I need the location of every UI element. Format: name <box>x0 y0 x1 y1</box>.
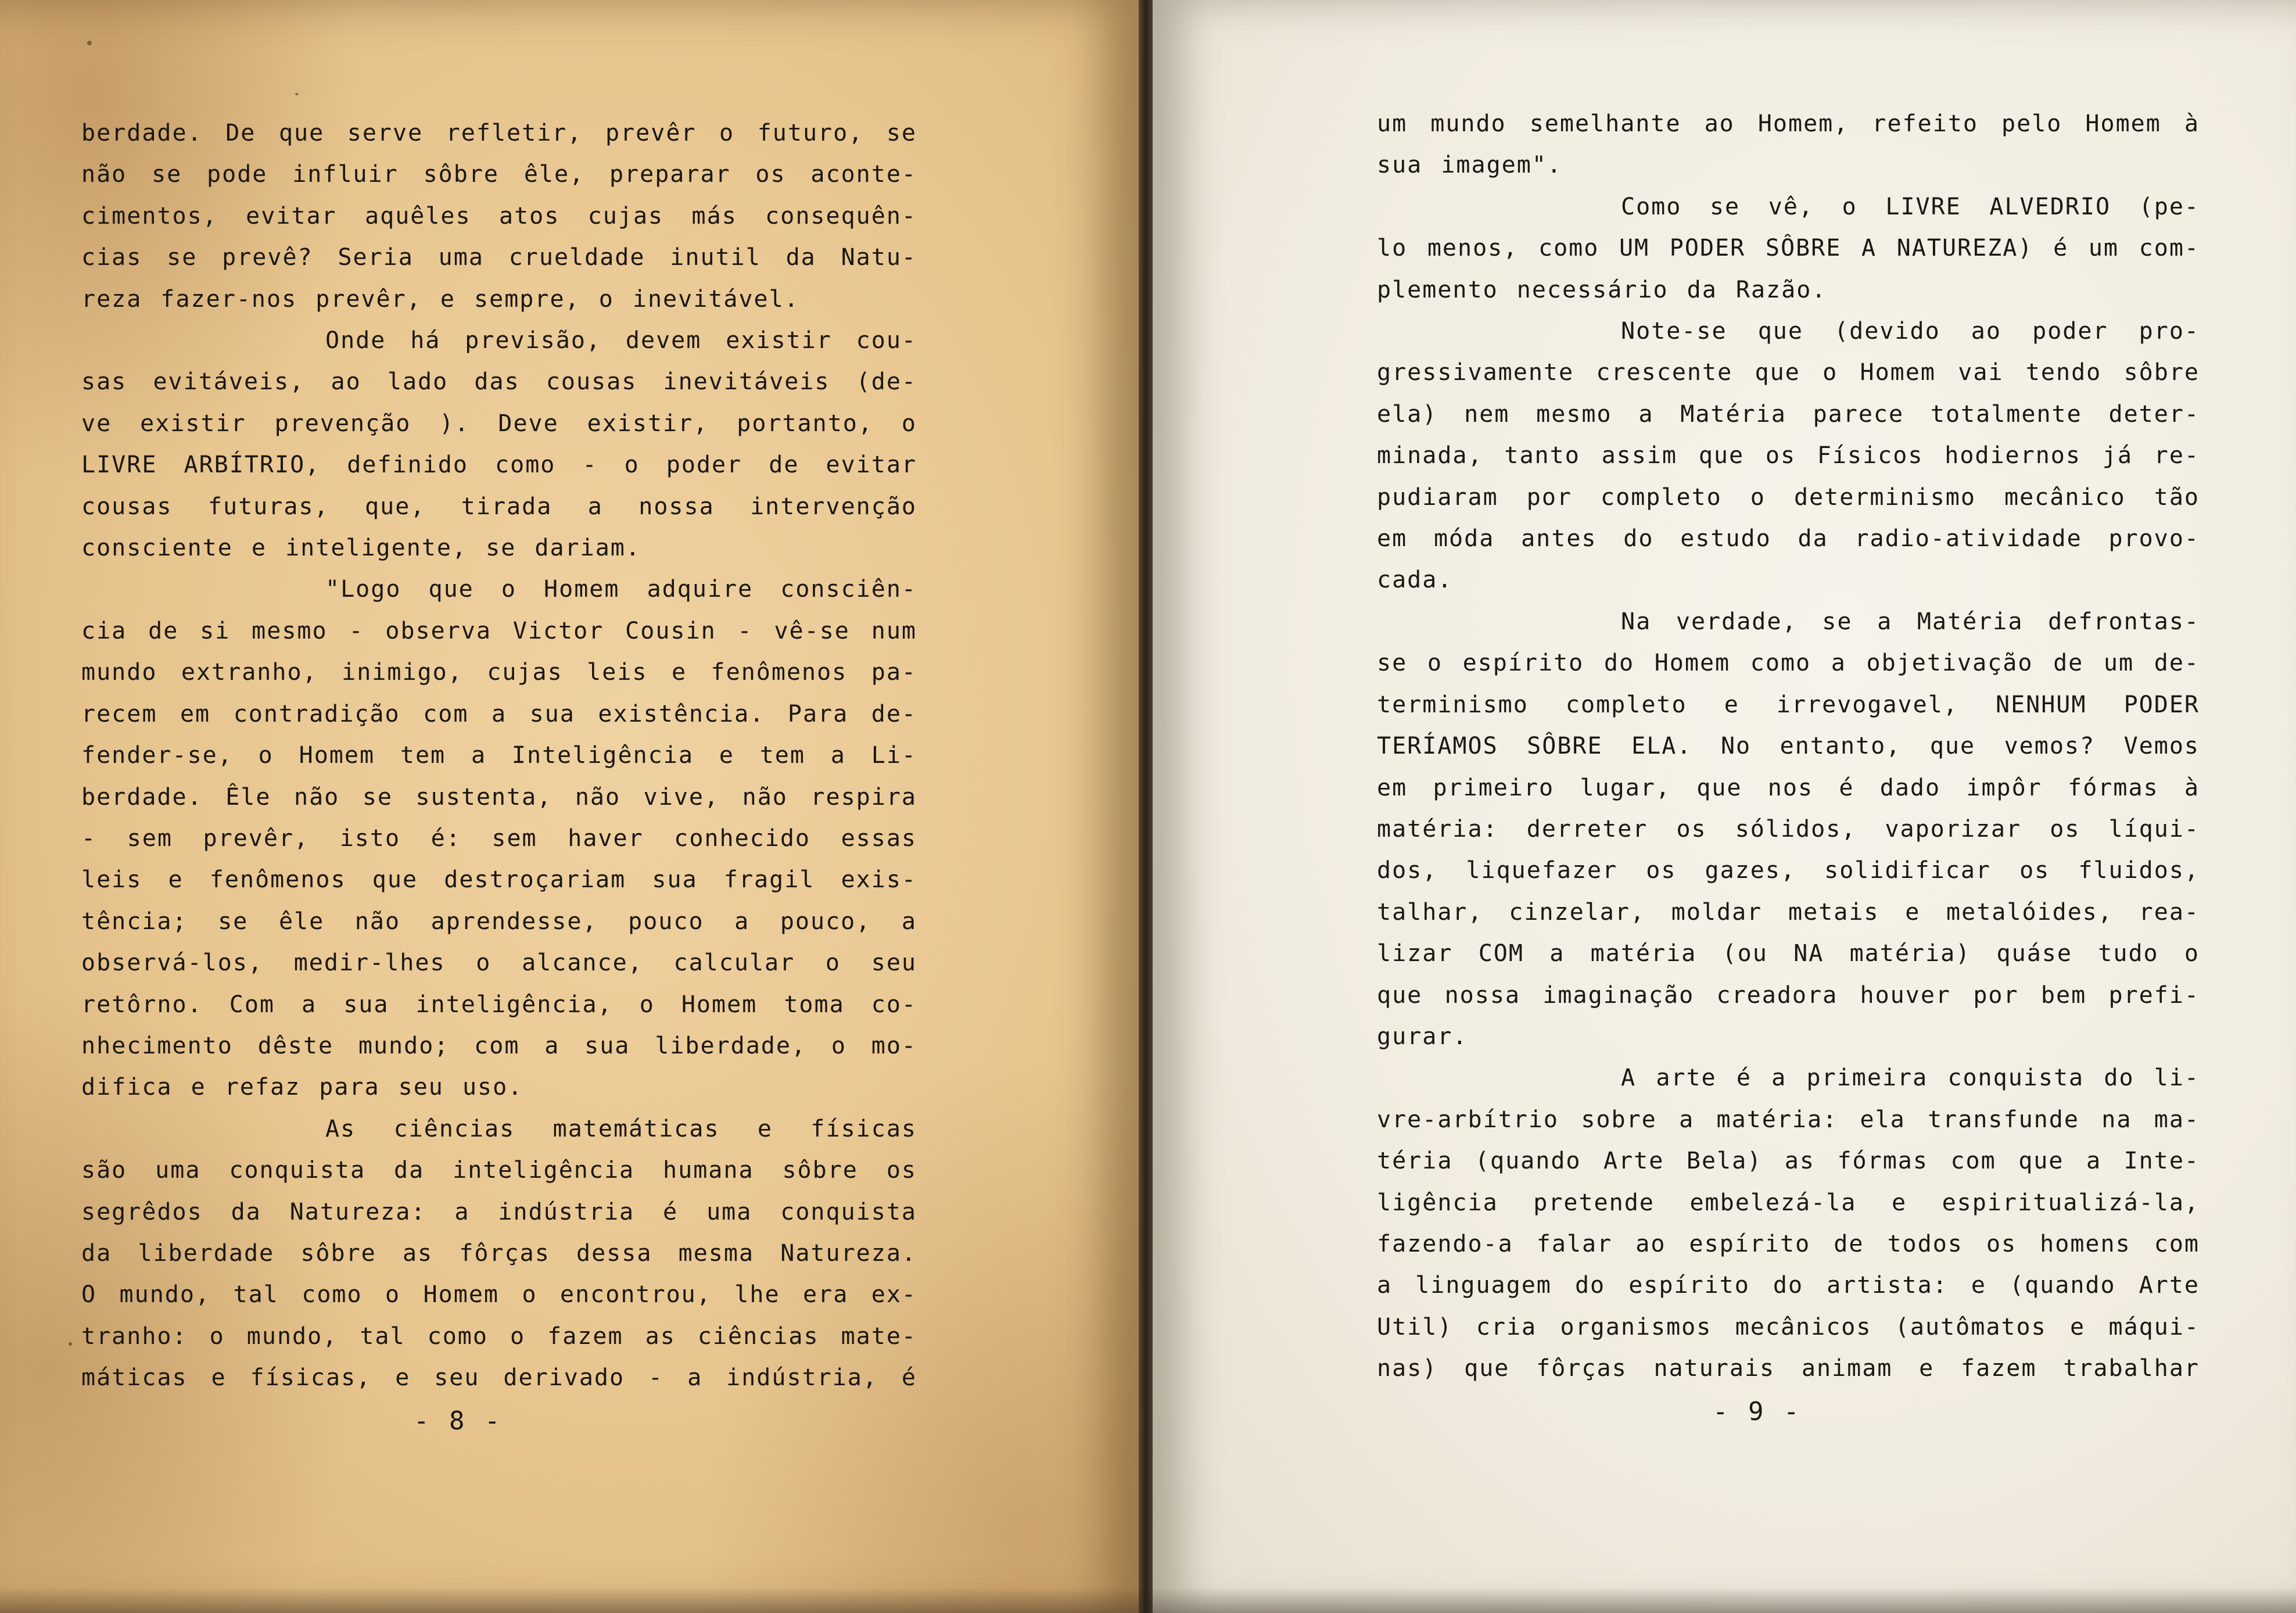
text-line: cia de si mesmo - observa Victor Cousin - vê-se num <box>81 617 917 644</box>
page-bottom-shadow <box>0 1587 2296 1613</box>
text-line: Como se vê, o LIVRE ALVEDRIO (pe- <box>1621 193 2200 220</box>
text-line: sas evitáveis, ao lado das cousas inevitáveis (de- <box>81 368 917 396</box>
text-line: tência; se êle não aprendesse, pouco a pouco, a <box>81 908 917 935</box>
text-line: se o espírito do Homem como a objetivação de um de- <box>1377 650 2200 677</box>
text-line: vre-arbítrio sobre a matéria: ela transfunde na ma- <box>1377 1106 2200 1133</box>
text-line: ve existir prevenção ). Deve existir, portanto, o <box>81 410 917 437</box>
text-line: lizar COM a matéria (ou NA matéria) quáse tudo o <box>1377 940 2200 967</box>
right-page-text <box>1377 103 2200 1390</box>
text-line: observá-los, medir-lhes o alcance, calcular o seu <box>81 949 917 977</box>
text-line: sua imagem". <box>1377 152 1562 179</box>
text-line: ligência pretende embelezá-la e espiritualizá-la, <box>1377 1189 2200 1216</box>
text-line: em móda antes do estudo da radio-atividade provo- <box>1377 525 2200 553</box>
text-line: minada, tanto assim que os Físicos hodiernos já re- <box>1377 442 2200 469</box>
text-line: leis e fenômenos que destroçariam sua fragil exis- <box>81 866 917 894</box>
text-line: são uma conquista da inteligência humana sôbre os <box>81 1157 917 1184</box>
text-line: cousas futuras, que, tirada a nossa intervenção <box>81 493 917 520</box>
page-number: - 8 - <box>414 1406 503 1436</box>
text-line: um mundo semelhante ao Homem, refeito pelo Homem à <box>1377 110 2200 137</box>
paper-speck <box>87 41 92 45</box>
text-line: As ciências matemáticas e físicas <box>325 1115 917 1142</box>
text-line: cada. <box>1377 567 1453 594</box>
text-line: berdade. Êle não se sustenta, não vive, não respira <box>81 783 917 811</box>
text-line: pudiaram por completo o determinismo mecânico tão <box>1377 483 2200 511</box>
text-line: mundo extranho, inimigo, cujas leis e fenômenos pa- <box>81 659 917 686</box>
text-line: fazendo-a falar ao espírito de todos os homens com <box>1377 1230 2200 1257</box>
text-line: LIVRE ARBÍTRIO, definido como - o poder de evitar <box>81 451 917 479</box>
text-line: "Logo que o Homem adquire consciên- <box>325 576 917 603</box>
text-line: terminismo completo e irrevogavel, NENHUM PODER <box>1377 691 2200 718</box>
text-line: téria (quando Arte Bela) as fórmas com que a Inte- <box>1377 1148 2200 1175</box>
text-line: ela) nem mesmo a Matéria parece totalmente deter- <box>1377 400 2200 428</box>
text-line: talhar, cinzelar, moldar metais e metalóides, rea- <box>1377 898 2200 926</box>
text-line: que nossa imaginação creadora houver por bem prefi- <box>1377 981 2200 1009</box>
text-line: gurar. <box>1377 1023 1468 1050</box>
text-line: berdade. De que serve refletir, prevêr o futuro, se <box>81 120 917 146</box>
text-line: consciente e inteligente, se dariam. <box>81 535 641 562</box>
text-line: matéria: derreter os sólidos, vaporizar os líqui- <box>1377 815 2200 843</box>
text-line: - sem prevêr, isto é: sem haver conhecido essas <box>81 825 917 852</box>
text-line: não se pode influir sôbre êle, preparar os aconte- <box>81 161 917 188</box>
text-line: Note-se que (devido ao poder pro- <box>1621 318 2200 345</box>
paper-speck <box>295 93 299 95</box>
text-line: O mundo, tal como o Homem o encontrou, lhe era ex- <box>81 1281 917 1309</box>
text-line: A arte é a primeira conquista do li- <box>1621 1064 2200 1092</box>
left-page <box>0 0 1139 1613</box>
paper-speck <box>69 1342 72 1346</box>
text-line: difica e refaz para seu uso. <box>81 1074 523 1101</box>
text-line: em primeiro lugar, que nos é dado impôr fórmas à <box>1377 774 2200 801</box>
text-line: Onde há previsão, devem existir cou- <box>325 327 917 354</box>
text-line: Na verdade, se a Matéria defrontas- <box>1621 608 2200 635</box>
text-line: segrêdos da Natureza: a indústria é uma conquista <box>81 1198 917 1225</box>
text-line: plemento necessário da Razão. <box>1377 276 1827 303</box>
text-line: gressivamente crescente que o Homem vai tendo sôbre <box>1377 359 2200 386</box>
text-line: dos, liquefazer os gazes, solidificar os fluidos, <box>1377 857 2200 884</box>
text-line: cimentos, evitar aquêles atos cujas más consequên- <box>81 202 917 230</box>
text-line: tranho: o mundo, tal como o fazem as ciências mate- <box>81 1322 917 1350</box>
text-line: reza fazer-nos prevêr, e sempre, o inevitável. <box>81 285 799 313</box>
text-line: máticas e físicas, e seu derivado - a indústria, é <box>81 1364 917 1392</box>
text-line: a linguagem do espírito do artista: e (quando Arte <box>1377 1272 2200 1299</box>
text-line: da liberdade sôbre as fôrças dessa mesma Natureza. <box>81 1239 917 1267</box>
right-page <box>1153 0 2296 1613</box>
page-number: - 9 - <box>1713 1397 1802 1426</box>
text-line: fender-se, o Homem tem a Inteligência e tem a Li- <box>81 742 917 769</box>
text-line: lo menos, como UM PODER SÔBRE A NATUREZA) é um com- <box>1377 235 2200 262</box>
text-line: recem em contradição com a sua existência. Para de- <box>81 700 917 727</box>
book-gutter <box>1139 0 1153 1613</box>
text-line: cias se prevê? Seria uma crueldade inutil da Natu- <box>81 244 917 271</box>
text-line: nhecimento dêste mundo; com a sua liberdade, o mo- <box>81 1032 917 1059</box>
text-line: retôrno. Com a sua inteligência, o Homem toma co- <box>81 991 917 1018</box>
left-page-text <box>81 113 917 1399</box>
text-line: TERÍAMOS SÔBRE ELA. No entanto, que vemos? Vemos <box>1377 733 2200 760</box>
text-line: Util) cria organismos mecânicos (autômatos e máqui- <box>1377 1313 2200 1340</box>
text-line: nas) que fôrças naturais animam e fazem trabalhar <box>1377 1355 2200 1382</box>
